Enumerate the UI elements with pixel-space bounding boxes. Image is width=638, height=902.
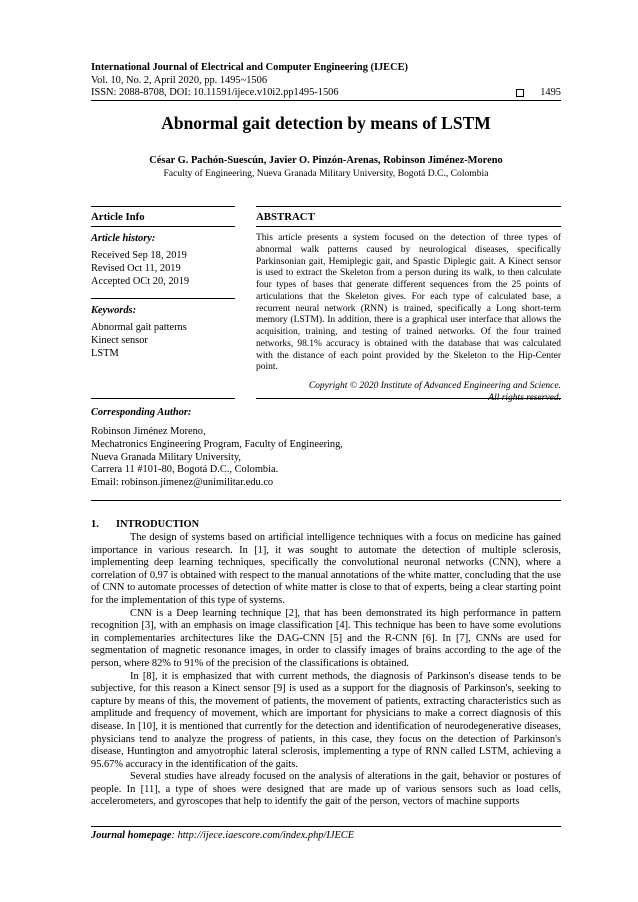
corresponding-rule: [91, 398, 235, 399]
body-paragraph: In [8], it is emphasized that with current methods, the diagnosis of Parkinson's disease tends to be subjective, for this reason a Kinect sensor [9] is used as a support for the diagnosis of Parkinson's, seeking to capture by means of this, the movement of patients, the movement of patients, extracting characteristics such as amplitude and frequency of movement, which are important for physicians to make a correct diagnosis of this disease. In [10], it is mentioned that currently for the detection and identification of neurodegenerative diseases, physicians tend to analyze the progress of patients, in this case, they focus on the detection of Parkinson's disease, Huntington and amyotrophic lateral sclerosis, implementing a type of RNN called LSTM, achieving a 95.67% accuracy in the identification of the gaits.: [91, 670, 561, 770]
abstract-section: [256, 206, 561, 405]
corresponding-details: [91, 426, 343, 490]
section-number: 1.: [91, 519, 99, 530]
paper-title: Abnormal gait detection by means of LSTM: [161, 113, 491, 133]
issn-line: ISSN: 2088-8708, DOI: 10.11591/ijece.v10i2.pp1495-1506: [91, 87, 339, 98]
keyword-item: Kinect sensor: [91, 335, 148, 347]
journal-footer: [91, 830, 354, 841]
authors: César G. Pachón-Suescún, Javier O. Pinzón-Arenas, Robinson Jiménez-Moreno: [149, 155, 503, 166]
corresponding-name: Robinson Jiménez Moreno,: [91, 426, 206, 437]
body-paragraph: Several studies have already focused on the analysis of alterations in the gait, behavior or postures of people. In [11], a type of shoes were designed that are made up of various sensors such as load cells, accelerometers, and gyroscopes that help to identify the gait of the person, vectors of machine supports: [91, 771, 561, 808]
section-title: INTRODUCTION: [116, 519, 200, 530]
copyright: [256, 381, 561, 405]
keywords-heading: Keywords:: [91, 305, 137, 317]
introduction-body: [91, 532, 561, 809]
copyright-line: Copyright © 2020 Institute of Advanced Engineering and Science.: [308, 381, 561, 391]
article-info-rule: [91, 206, 235, 207]
history-list: [91, 250, 235, 288]
history-heading: Article history:: [91, 233, 156, 244]
corresponding-program: Mechatronics Engineering Program, Faculty of Engineering,: [91, 438, 343, 450]
keyword-item: LSTM: [91, 347, 119, 359]
keyword-item: Abnormal gait patterns: [91, 322, 187, 334]
article-info-heading: Article Info: [91, 211, 145, 223]
rights-line: All rights reserved.: [488, 392, 561, 403]
corresponding-email: Email: robinson.jimenez@unimilitar.edu.co: [91, 477, 274, 489]
article-info-subrule: [91, 226, 235, 227]
history-received: Received Sep 18, 2019: [91, 250, 187, 261]
article-info: [91, 206, 235, 361]
abstract-subrule: [256, 226, 561, 227]
body-paragraph: The design of systems based on artificial intelligence techniques with a focus on medicine has gained importance in various research. In [1], it was sought to automate the detection of multiple sclerosis, implementing deep learning techniques, specifically the convolutional neuronal networks (CNN), where a correlation of 0.97 is obtained with respect to the manual annotations of the white matter, concluding that the use of CNN to automate processes of detection of white matter is close to that of experts, being a clear starting point for the implementation of this type of systems.: [91, 532, 561, 606]
abstract-rule: [256, 206, 561, 207]
homepage-url[interactable]: : http://ijece.iaescore.com/index.php/IJECE: [171, 830, 355, 841]
abstract-bottom-rule: [256, 398, 561, 399]
corresponding-address: Carrera 11 #101-80, Bogotá D.C., Colombia.: [91, 464, 279, 476]
page-number: 1495: [540, 87, 561, 98]
front-matter-bottom-rule: [91, 500, 561, 501]
abstract-heading: ABSTRACT: [256, 211, 315, 223]
body-paragraph: CNN is a Deep learning technique [2], that has been demonstrated its high performance in pattern recognition [3], with an emphasis on image classification [4]. This technique has been to have some evolutions in complementaries architectures like the DAG-CNN [5] and the R-CNN [6]. In [7], CNNs are used for segmentation of magnetic resonance images, in order to classify images of brains according to the age of the person, where 82% to 91% of the precision of the classifications is obtained.: [91, 607, 561, 669]
keywords-rule: [91, 298, 235, 299]
square-icon: [516, 89, 524, 97]
introduction-heading: [91, 519, 199, 530]
history-accepted: Accepted OCt 20, 2019: [91, 275, 190, 287]
page-number-group: [516, 87, 561, 100]
affiliation: Faculty of Engineering, Nueva Granada Military University, Bogotá D.C., Colombia: [163, 168, 489, 179]
journal-header: [91, 62, 561, 100]
issn-row: [91, 87, 561, 100]
corresponding-heading: Corresponding Author:: [91, 407, 192, 418]
volume-line: Vol. 10, No. 2, April 2020, pp. 1495~1506: [91, 74, 268, 86]
keywords-list: [91, 322, 235, 360]
header-rule: [91, 100, 561, 101]
abstract-text: This article presents a system focused on the detection of three types of abnormal walk patterns caused by neurological diseases, specifically Parkinsonian gait, Hemiplegic gait, and Spastic Diplegic gait. A Kinect sensor is used to extract the Skeleton from a person during its walk, to then calculate four types of bases that generate different sequences from the 25 points of articulations that the Skeleton gives. For each type of calculated base, a recurrent neural network (RNN) is trained, specifically a Long short-term memory (LSTM). In addition, there is a graphical user interface that allows the acquisition, training, and testing of trained networks. Of the four trained networks, 98.1% accuracy is obtained with the database that was calculated with the distance of each point provided by the Skeleton to the Hip-Center point.: [256, 233, 561, 373]
history-revised: Revised Oct 11, 2019: [91, 262, 181, 274]
homepage-label: Journal homepage: [91, 830, 172, 841]
corresponding-university: Nueva Granada Military University,: [91, 451, 241, 463]
journal-name: International Journal of Electrical and Computer Engineering (IJECE): [91, 62, 409, 73]
footer-rule: [91, 826, 561, 827]
